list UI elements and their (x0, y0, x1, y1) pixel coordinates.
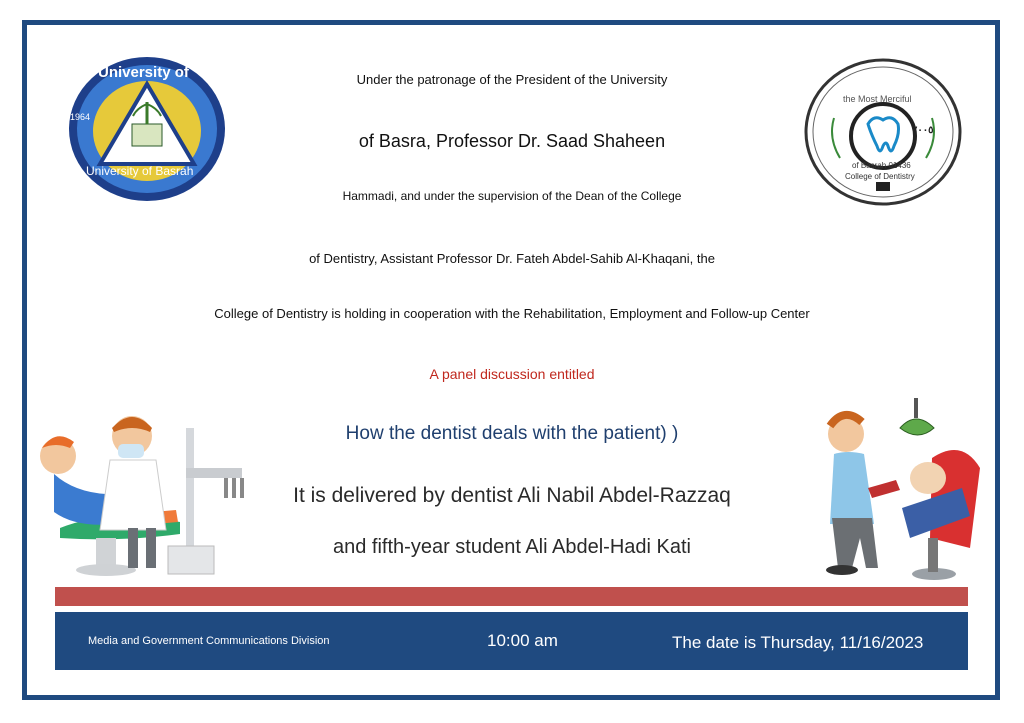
dentist-cartoon-illustration-icon (812, 398, 984, 582)
college-seal-line1: the Most Merciful (843, 94, 912, 104)
supervision-line: Hammadi, and under the supervision of the Dean of the College (342, 189, 682, 203)
speaker-line: It is delivered by dentist Ali Nabil Abdel-Razzaq (293, 484, 731, 507)
red-divider-bar (55, 587, 968, 606)
panel-title: How the dentist deals with the patient) ‎) (345, 423, 679, 444)
university-logo-bottom-text: University of Basrah (86, 164, 194, 178)
student-line: and fifth-year student Ali Abdel-Hadi Kati (333, 536, 691, 558)
president-name-line: of Basra, Professor Dr. Saad Shaheen (358, 131, 666, 151)
university-logo-year: 1964 (70, 112, 91, 122)
college-seal-line2: of Basrah 01436 (852, 161, 911, 170)
footer-division: Media and Government Communications Division (88, 635, 330, 647)
college-seal-year: ٢٠٠٥ (912, 125, 934, 136)
patronage-line: Under the patronage of the President of the University (356, 72, 668, 87)
footer-date: The date is Thursday, 11/16/2023 (672, 633, 924, 652)
dentist-patient-illustration-icon (36, 408, 252, 580)
panel-discussion-label: A panel discussion entitled (429, 366, 595, 382)
footer-time: 10:00 am (487, 631, 558, 650)
university-logo-top-text: University of (98, 64, 189, 81)
cooperation-line: College of Dentistry is holding in cooperation with the Rehabilitation, Employment and Follow-up Center (214, 306, 810, 321)
college-seal-line3: College of Dentistry (845, 172, 915, 181)
dean-line: of Dentistry, Assistant Professor Dr. Fateh Abdel-Sahib Al-Khaqani, the (309, 251, 715, 266)
